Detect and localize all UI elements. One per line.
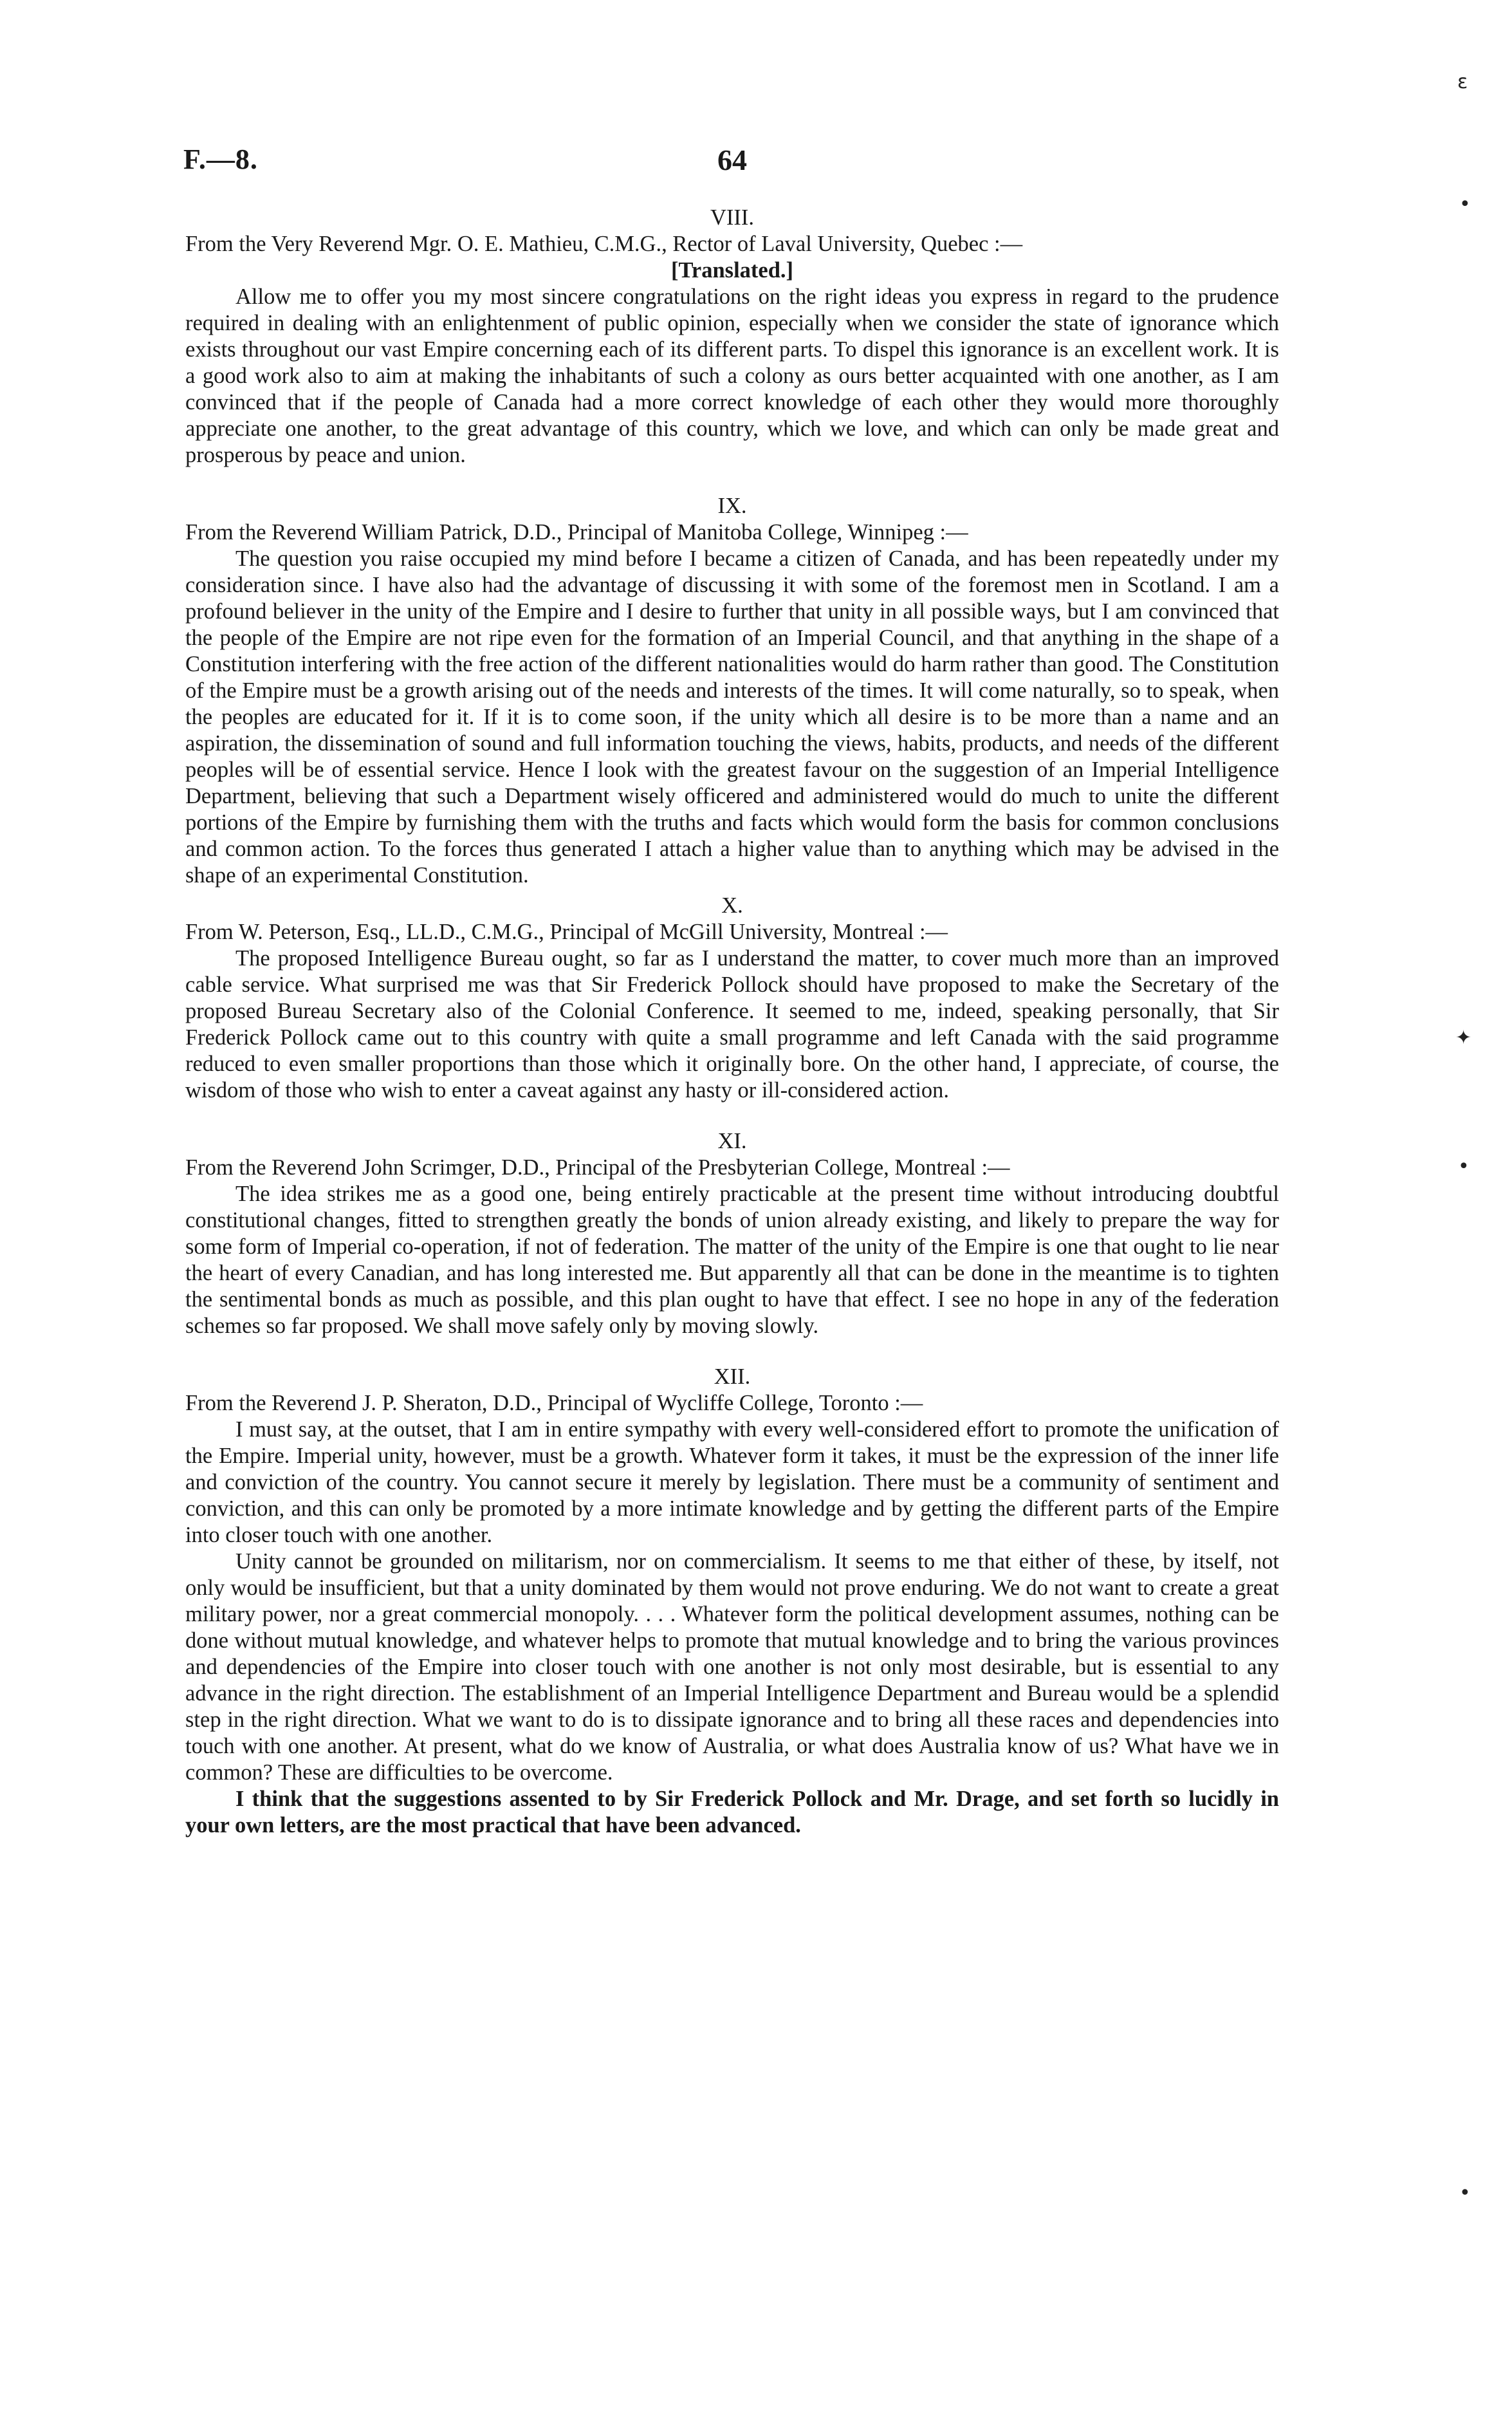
page-number: 64 xyxy=(717,144,747,176)
margin-mark-icon: • xyxy=(1459,193,1471,216)
letter-closing-paragraph: I think that the suggestions assented to by Sir Frederick Pollock and Mr. Drage, and set forth so lucidly in your own letters, are the most practical that have been advanced. xyxy=(185,1787,1279,1837)
document-reference: F.—8. xyxy=(183,144,258,175)
letter-section-viii xyxy=(185,205,1279,469)
letter-paragraph: The idea strikes me as a good one, being entirely practicable at the present time without introducing doubtful constitutional changes, fitted to strengthen greatly the bonds of union already existing, and likely to prepare the way for some form of Imperial co-operation, if not of federation. The matter of the unity of the Empire is one that ought to lie near the heart of every Canadian, and has long interested me. But apparently all that can be done in the meantime is to tighten the sentimental bonds as much as possible, and this plan ought to have that effect. I see no hope in any of the federation schemes so far proposed. We shall move safely only by moving slowly. xyxy=(185,1182,1279,1338)
letters-body xyxy=(185,205,1279,1839)
section-numeral: XI. xyxy=(717,1129,747,1153)
margin-mark-icon: • xyxy=(1459,2182,1471,2204)
section-numeral: VIII. xyxy=(710,205,754,230)
letter-paragraph: Allow me to offer you my most sincere congratulations on the right ideas you express in regard to the prudence required in dealing with an enlightenment of public opinion, especially when we consider the state of ignorance which exists throughout our vast Empire concerning each of its different parts. To dispel this ignorance is an excellent work. It is a good work also to aim at making the inhabitants of such a colony as ours better acquainted with one another, as I am convinced that if the people of Canada had a more correct knowledge of each other they would more thoroughly appreciate one another, to the great advantage of this country, which we love, and which can only be made great and prosperous by peace and union. xyxy=(185,284,1279,467)
translated-note: [Translated.] xyxy=(670,258,794,283)
letter-section-xii xyxy=(185,1364,1279,1839)
letter-sender: From the Reverend John Scrimger, D.D., Principal of the Presbyterian College, Montreal :— xyxy=(185,1155,1010,1180)
section-numeral: X. xyxy=(721,893,743,918)
margin-mark-icon: • xyxy=(1458,1155,1470,1178)
letter-paragraph: The proposed Intelligence Bureau ought, so far as I understand the matter, to cover much more than an improved cable service. What surprised me was that Sir Frederick Pollock should have proposed to make the Secretary of the proposed Bureau Secretary also of the Colonial Conference. It seemed to me, indeed, speaking personally, that Sir Frederick Pollock came out to this country with quite a small programme and left Canada with the said programme reduced to even smaller proportions than those which it originally bore. On the other hand, I appreciate, of course, the wisdom of those who wish to enter a caveat against any hasty or ill-considered action. xyxy=(185,946,1279,1102)
letter-section-xi xyxy=(185,1128,1279,1339)
letter-paragraph: Unity cannot be grounded on militarism, nor on commercialism. It seems to me that either of these, by itself, not only would be insufficient, but that a unity dominated by them would not prove enduring. We do not want to create a great military power, nor a great commercial monopoly. . . . Whatever form the political development assumes, nothing can be done without mutual knowledge, and whatever helps to promote that mutual knowledge and to bring the various provinces and dependencies of the Empire into closer touch with one another is not only most desirable, but is essential to any advance in the right direction. The establishment of an Imperial Intelligence Department and Bureau would be a splendid step in the right direction. What we want to do is to dissipate ignorance and to bring all these races and dependencies into touch with one another. At present, what do we know of Australia, or what does Australia know of us? What have we in common? These are difficulties to be overcome. xyxy=(185,1549,1279,1785)
letter-paragraph: The question you raise occupied my mind before I became a citizen of Canada, and has been repeatedly under my consideration since. I have also had the advantage of discussing it with some of the foremost men in Scotland. I am a profound believer in the unity of the Empire and I desire to further that unity in all possible ways, but I am convinced that the people of the Empire are not ripe even for the formation of an Imperial Council, and that anything in the shape of a Constitution interfering with the free action of the different nationalities would do harm rather than good. The Constitution of the Empire must be a growth arising out of the needs and interests of the times. It will come naturally, so to speak, when the peoples are educated for it. If it is to come soon, if the unity which all desire is to be more than a name and an aspiration, the dissemination of sound and full information touching the views, habits, products, and needs of the different peoples will be of essential service. Hence I look with the greatest favour on the suggestion of an Imperial Intelligence Department, believing that such a Department wisely officered and administered would do much to unite the different portions of the Empire by furnishing them with the truths and facts which would form the basis for common conclusions and common action. To the forces thus generated I attach a higher value than to anything which may be advised in the shape of an experimental Constitution. xyxy=(185,546,1279,888)
letter-section-x xyxy=(185,893,1279,1104)
letter-section-ix xyxy=(185,493,1279,889)
letter-sender: From the Reverend William Patrick, D.D., Principal of Manitoba College, Winnipeg :— xyxy=(185,520,968,544)
letter-sender: From the Reverend J. P. Sheraton, D.D., Principal of Wycliffe College, Toronto :— xyxy=(185,1391,923,1415)
letter-sender: From W. Peterson, Esq., LL.D., C.M.G., Principal of McGill University, Montreal :— xyxy=(185,920,948,944)
section-numeral: IX. xyxy=(717,494,747,518)
letter-paragraph: I must say, at the outset, that I am in entire sympathy with every well-considered effort to promote the unification of the Empire. Imperial unity, however, must be a growth. Whatever form it takes, it must be the expression of the inner life and conviction of the country. You cannot secure it merely by legislation. There must be a community of sentiment and conviction, and this can only be promoted by a more intimate knowledge and by getting the different parts of the Empire into closer touch with one another. xyxy=(185,1417,1279,1547)
section-numeral: XII. xyxy=(714,1364,751,1389)
margin-mark-icon: ✦ xyxy=(1455,1027,1472,1049)
letter-sender: From the Very Reverend Mgr. O. E. Mathieu, C.M.G., Rector of Laval University, Quebec :— xyxy=(185,232,1023,256)
margin-mark-icon: ɛ xyxy=(1457,71,1468,93)
